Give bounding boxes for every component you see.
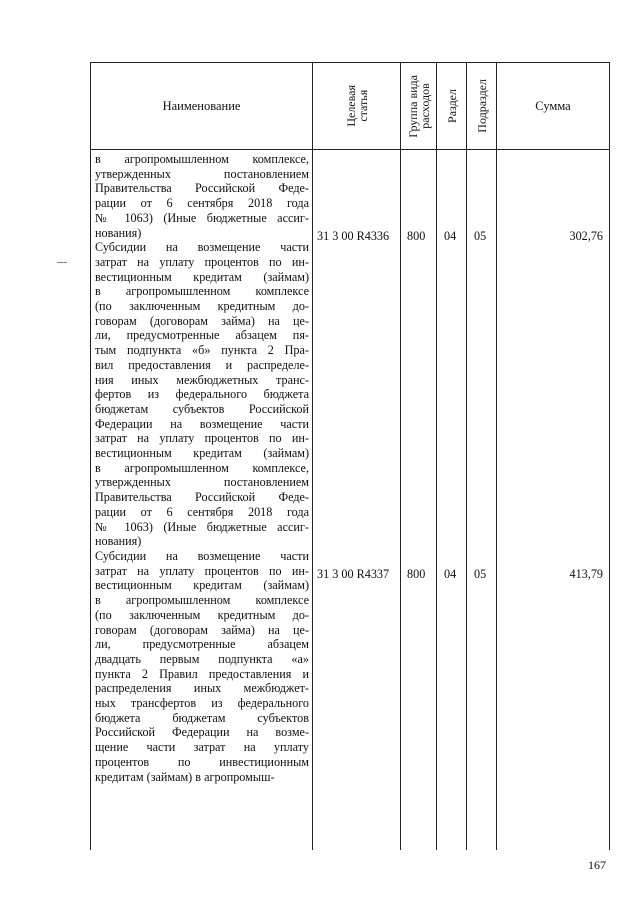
margin-mark: [57, 262, 67, 263]
header-expense-group: Группа вида расходов: [405, 74, 432, 138]
column-divider: [400, 150, 401, 850]
name-line: вестиционным кредитам (займам): [95, 578, 309, 593]
header-section-cell: [436, 62, 466, 150]
name-line: вестиционным кредитам (займам): [95, 269, 309, 284]
name-line: вестиционным кредитам (займам): [95, 446, 309, 461]
name-line: кредитам (займам) в агропромыш-: [95, 769, 275, 784]
name-line: Субсидии на возмещение части: [95, 548, 309, 563]
name-line: нования): [95, 534, 142, 549]
name-line: рации от 6 сентября 2018 года: [95, 196, 309, 211]
name-line: нования): [95, 225, 142, 240]
name-line: утвержденных постановлением: [95, 166, 309, 181]
header-expense-group-cell: [400, 62, 436, 150]
row1-sum: 302,76: [569, 229, 603, 243]
page-number: 167: [588, 858, 606, 872]
header-section: Раздел: [444, 89, 459, 123]
name-line: процентов по инвестиционным: [95, 754, 309, 769]
row1-target: 31 3 00 R4336: [317, 229, 390, 243]
name-line: Федерации на возмещение части: [95, 416, 309, 431]
table-body: [90, 150, 610, 850]
name-line: в агропромышленном комплексе: [95, 284, 309, 299]
name-line: бюджетам субъектов Российской: [95, 401, 309, 416]
name-line: затрат на уплату процентов по ин-: [95, 254, 309, 269]
name-line: пункта 2 Правил предоставления и: [95, 666, 309, 681]
header-target-article: Целевая статья: [343, 85, 370, 127]
row2-target: 31 3 00 R4337: [317, 567, 390, 581]
name-line: вил предоставления и распределе-: [95, 357, 309, 372]
name-line: в агропромышленном комплексе,: [95, 460, 309, 475]
name-line: утвержденных постановлением: [95, 475, 309, 490]
name-line: говорам (договорам займа) на це-: [95, 622, 309, 637]
name-line: распределения иных межбюджет-: [95, 681, 309, 696]
name-line: бюджета бюджетам субъектов: [95, 710, 309, 725]
row2-section: 04: [444, 567, 457, 581]
header-subsection: Подраздел: [474, 79, 489, 133]
name-line: ли, предусмотренные абзацем: [95, 637, 309, 652]
header-subsection-cell: [466, 62, 496, 150]
name-line: Правительства Российской Феде-: [95, 181, 309, 196]
column-divider: [312, 150, 313, 850]
name-line: затрат на уплату процентов по ин-: [95, 563, 309, 578]
name-line: затрат на уплату процентов по ин-: [95, 431, 309, 446]
row1-section: 04: [444, 229, 457, 243]
name-line: говорам (договорам займа) на це-: [95, 313, 309, 328]
header-target-cell: [312, 62, 400, 150]
header-sum-cell: [496, 62, 610, 150]
name-line: Правительства Российской Феде-: [95, 490, 309, 505]
name-line: в агропромышленном комплексе: [95, 593, 309, 608]
name-line: ния иных межбюджетных транс-: [95, 372, 309, 387]
row2-group: 800: [407, 567, 426, 581]
column-divider: [496, 150, 497, 850]
header-sum: Сумма: [535, 98, 571, 113]
name-line: ных трансфертов из федерального: [95, 696, 309, 711]
name-line: (по заключенным кредитным до-: [95, 607, 309, 622]
name-line: в агропромышленном комплексе,: [95, 152, 309, 166]
name-line: рации от 6 сентября 2018 года: [95, 504, 309, 519]
row2-sum: 413,79: [569, 567, 603, 581]
header-name: Наименование: [162, 98, 241, 113]
name-line: Российской Федерации на возме-: [95, 725, 309, 740]
budget-table: [90, 62, 610, 850]
name-line: фертов из федерального бюджета: [95, 387, 309, 402]
name-line: ли, предусмотренные абзацем пя-: [95, 328, 309, 343]
name-line: № 1063) (Иные бюджетные ассиг-: [95, 519, 309, 534]
name-line: двадцать первым подпункта «а»: [95, 651, 309, 666]
name-line: Субсидии на возмещение части: [95, 240, 309, 255]
name-line: (по заключенным кредитным до-: [95, 299, 309, 314]
row1-group: 800: [407, 229, 426, 243]
column-divider: [436, 150, 437, 850]
row2-subsection: 05: [474, 567, 487, 581]
name-line: щение части затрат на уплату: [95, 740, 309, 755]
row1-subsection: 05: [474, 229, 487, 243]
name-column-text: [95, 152, 309, 784]
name-line: тым подпункта «б» пункта 2 Пра-: [95, 343, 309, 358]
column-divider: [466, 150, 467, 850]
name-line: № 1063) (Иные бюджетные ассиг-: [95, 210, 309, 225]
header-name-cell: [90, 62, 312, 150]
